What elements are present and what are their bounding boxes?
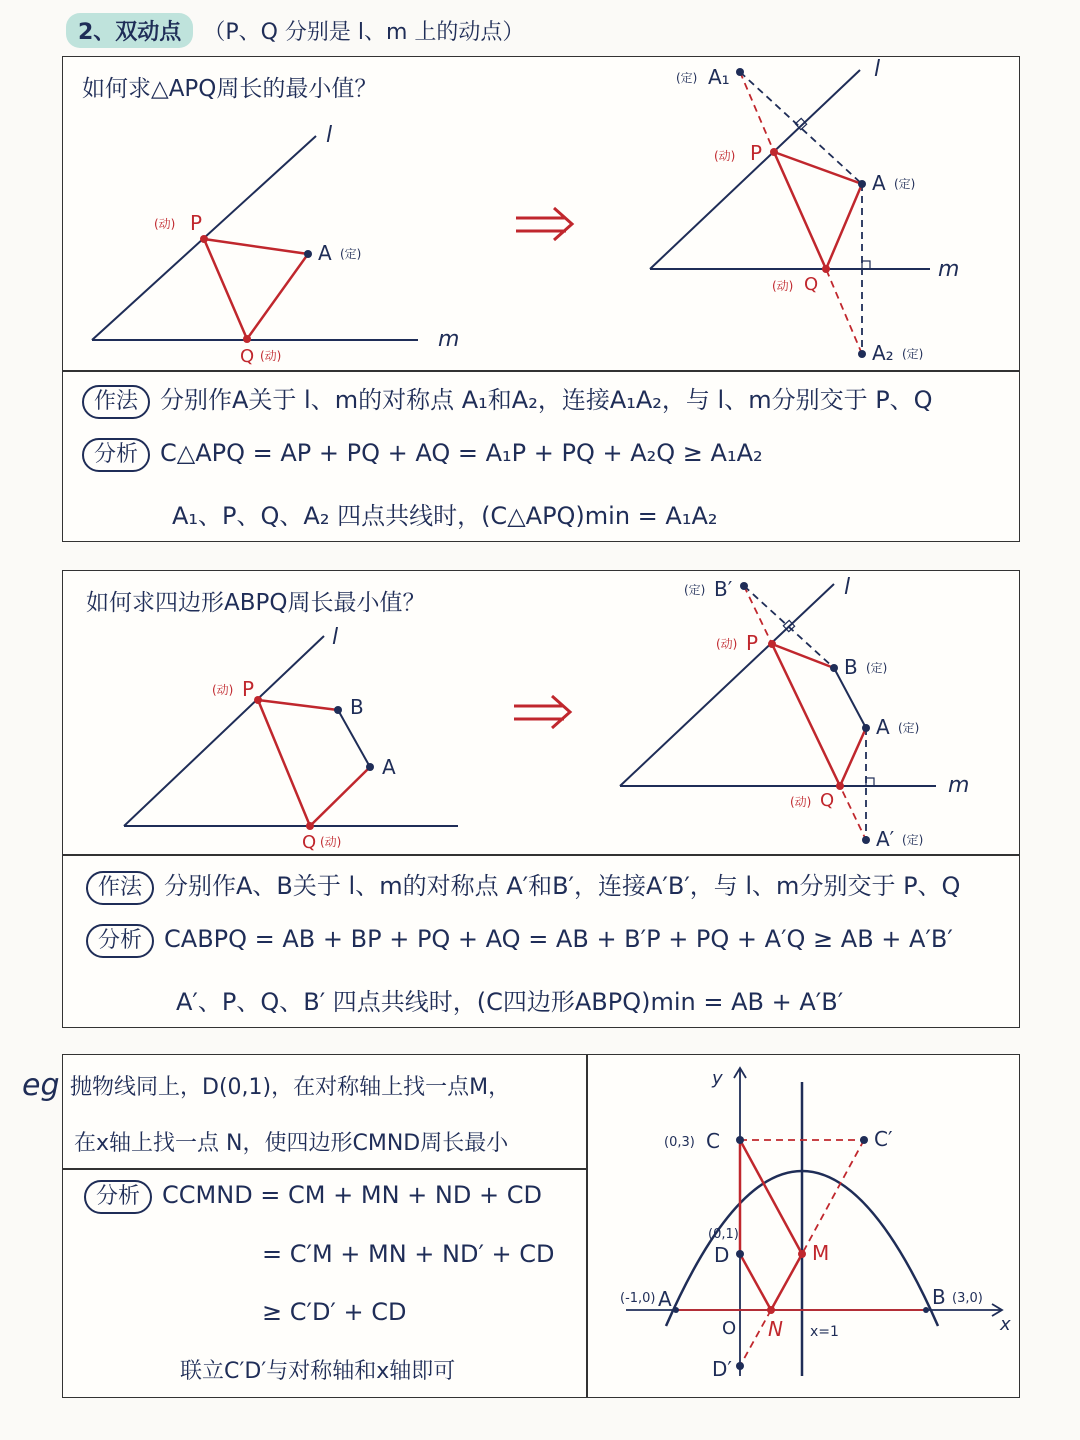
label-q-right: Q bbox=[804, 274, 819, 295]
analysis-formula-2: CABPQ = AB + BP + PQ + AQ = AB + B′P + PQ + A′Q ≥ AB + A′B′ bbox=[164, 925, 953, 953]
label-a: A bbox=[318, 241, 332, 265]
point-p-right bbox=[770, 148, 778, 156]
label-a-right-tag: (定) bbox=[894, 177, 916, 191]
example-formula-1: CCMND = CM + MN + ND + CD bbox=[162, 1181, 542, 1209]
section1-divider bbox=[62, 370, 1020, 372]
label-a-tag: (定) bbox=[340, 247, 362, 261]
example-question-line1: 抛物线同上，D(0,1)，在对称轴上找一点M， bbox=[70, 1075, 511, 1100]
label-y: y bbox=[712, 1068, 723, 1089]
label-q-2-right: Q bbox=[820, 790, 835, 811]
point-a-2-right bbox=[862, 724, 870, 732]
label-p: P bbox=[190, 211, 203, 235]
point-b-2 bbox=[334, 706, 342, 714]
section1-method-line bbox=[82, 380, 933, 419]
right-angle-mark-4 bbox=[866, 778, 874, 786]
label-l-2: l bbox=[332, 625, 339, 650]
label-p-2-tag: (动) bbox=[212, 683, 234, 697]
path-pq bbox=[258, 700, 310, 826]
section1-conclusion: A₁、P、Q、A₂ 四点共线时，(C△APQ)min = A₁A₂ bbox=[172, 502, 718, 530]
point-q-2 bbox=[306, 822, 314, 830]
point-b-eg bbox=[923, 1307, 929, 1313]
label-symmetry: x=1 bbox=[810, 1324, 839, 1340]
implies-arrow-icon bbox=[516, 208, 572, 240]
section2-conclusion: A′、P、Q、B′ 四点共线时，(C四边形ABPQ)min = AB + A′B′ bbox=[176, 988, 844, 1016]
label-q-2-tag: (动) bbox=[320, 835, 342, 849]
section-number: 2、双动点 bbox=[66, 13, 193, 48]
method-text: 分别作A关于 l、m的对称点 A₁和A₂，连接A₁A₂，与 l、m分别交于 P、Q bbox=[160, 386, 933, 414]
label-p-2-right: P bbox=[746, 631, 759, 655]
label-m-2-right: m bbox=[948, 773, 970, 798]
label-b-2: B bbox=[350, 695, 364, 719]
label-n-eg: N bbox=[768, 1317, 783, 1341]
line-l-2 bbox=[124, 636, 324, 826]
label-l-2-right: l bbox=[844, 575, 851, 600]
label-c: C bbox=[706, 1129, 720, 1153]
point-p bbox=[200, 235, 208, 243]
point-a bbox=[304, 250, 312, 258]
section1-figure bbox=[62, 56, 1018, 370]
implies-arrow-icon-2 bbox=[514, 696, 570, 728]
label-q-tag: (动) bbox=[260, 349, 282, 363]
section-header bbox=[66, 12, 524, 48]
label-a1-tag: (定) bbox=[676, 71, 698, 85]
section2-question: 如何求四边形ABPQ周长最小值？ bbox=[86, 590, 426, 616]
label-b1-tag: (定) bbox=[684, 583, 706, 597]
path-qa-right bbox=[840, 728, 866, 786]
line-l-2-right bbox=[620, 584, 834, 786]
label-a-right: A bbox=[872, 171, 886, 195]
label-p-tag: (动) bbox=[154, 217, 176, 231]
label-o: O bbox=[722, 1318, 737, 1339]
label-p-right: P bbox=[750, 141, 763, 165]
label-l: l bbox=[326, 123, 333, 148]
example-question-line2: 在x轴上找一点 N，使四边形CMND周长最小 bbox=[74, 1131, 509, 1156]
section1-question: 如何求△APQ周长的最小值？ bbox=[82, 76, 378, 102]
label-x: x bbox=[1000, 1314, 1011, 1335]
point-m bbox=[798, 1250, 806, 1258]
label-a-2-right-tag: (定) bbox=[898, 721, 920, 735]
point-d bbox=[736, 1250, 744, 1258]
segment-nd1 bbox=[740, 1310, 771, 1366]
analysis-formula: C△APQ = AP + PQ + AQ = A₁P + PQ + A₂Q ≥ A₁A₂ bbox=[160, 439, 763, 467]
label-p-2: P bbox=[242, 677, 255, 701]
point-b-2-right bbox=[830, 664, 838, 672]
label-q-right-tag: (动) bbox=[772, 279, 794, 293]
section2-divider bbox=[62, 854, 1020, 856]
line-l-right bbox=[650, 70, 860, 269]
example-horizontal-divider bbox=[62, 1168, 588, 1170]
section1-analysis-line bbox=[82, 438, 763, 472]
point-n bbox=[767, 1306, 775, 1314]
label-p-2-right-tag: (动) bbox=[716, 637, 738, 651]
section2-analysis-line bbox=[86, 924, 953, 958]
method-text-2: 分别作A、B关于 l、m的对称点 A′和B′，连接A′B′，与 l、m分别交于 P、Q bbox=[164, 872, 961, 900]
segment-mn bbox=[771, 1254, 802, 1310]
label-b1: B′ bbox=[714, 577, 733, 601]
point-c bbox=[736, 1136, 744, 1144]
label-l-right: l bbox=[874, 57, 881, 82]
point-p-2 bbox=[254, 696, 262, 704]
segment-c1m bbox=[802, 1140, 864, 1254]
analysis-tag: 分析 bbox=[82, 438, 150, 472]
method-tag: 作法 bbox=[82, 385, 150, 419]
label-q-2: Q bbox=[302, 832, 317, 853]
label-a-2: A bbox=[382, 755, 396, 779]
label-b-eg: B bbox=[932, 1285, 946, 1309]
label-q-2-right-tag: (动) bbox=[790, 795, 812, 809]
triangle-apq-right bbox=[774, 152, 862, 269]
label-d: D bbox=[714, 1243, 730, 1267]
label-a2-tag: (定) bbox=[902, 347, 924, 361]
label-p-right-tag: (动) bbox=[714, 149, 736, 163]
label-a-coord: (-1,0) bbox=[620, 1291, 656, 1306]
example-graph bbox=[588, 1056, 1016, 1394]
point-a1-2 bbox=[862, 836, 870, 844]
point-a-right bbox=[858, 180, 866, 188]
example-analysis-line1 bbox=[84, 1180, 542, 1214]
point-q-2-right bbox=[836, 782, 844, 790]
example-analysis-line3: ≥ C′D′ + CD bbox=[262, 1298, 407, 1326]
label-a1-2: A′ bbox=[876, 827, 895, 851]
point-a-2 bbox=[366, 763, 374, 771]
path-qa bbox=[310, 767, 370, 826]
example-analysis-line4: 联立C′D′与对称轴和x轴即可 bbox=[180, 1359, 456, 1384]
label-m-right: m bbox=[938, 257, 960, 282]
point-q-right bbox=[822, 265, 830, 273]
example-label: eg bbox=[22, 1068, 60, 1103]
analysis-tag-3: 分析 bbox=[84, 1180, 152, 1214]
label-m-eg: M bbox=[812, 1241, 830, 1265]
label-a1-2-tag: (定) bbox=[902, 833, 924, 847]
label-a-2-right: A bbox=[876, 715, 890, 739]
label-a-eg: A bbox=[658, 1287, 672, 1311]
label-a2: A₂ bbox=[872, 341, 894, 365]
example-analysis-line2: = C′M + MN + ND′ + CD bbox=[262, 1240, 555, 1268]
point-a1 bbox=[736, 68, 744, 76]
label-b-coord: (3,0) bbox=[952, 1291, 983, 1306]
label-c-coord: (0,3) bbox=[664, 1135, 695, 1150]
label-b-2-right-tag: (定) bbox=[866, 661, 888, 675]
segment-cm bbox=[740, 1140, 802, 1254]
point-p-2-right bbox=[768, 640, 776, 648]
point-b1 bbox=[740, 582, 748, 590]
point-c1 bbox=[860, 1136, 868, 1144]
section-subtitle: （P、Q 分别是 l、m 上的动点） bbox=[203, 19, 525, 45]
segment-nd bbox=[740, 1254, 771, 1310]
point-q bbox=[243, 335, 251, 343]
point-d1 bbox=[736, 1362, 744, 1370]
point-a-eg bbox=[673, 1307, 679, 1313]
label-b-2-right: B bbox=[844, 655, 858, 679]
label-q: Q bbox=[240, 346, 255, 367]
label-c1: C′ bbox=[874, 1127, 893, 1151]
path-pb bbox=[258, 700, 338, 710]
section2-method-line bbox=[86, 866, 960, 905]
triangle-apq bbox=[204, 239, 308, 339]
analysis-tag-2: 分析 bbox=[86, 924, 154, 958]
section2-figure bbox=[62, 570, 1018, 854]
point-a2 bbox=[858, 350, 866, 358]
label-m: m bbox=[438, 327, 460, 352]
label-d-coord: (0,1) bbox=[708, 1227, 739, 1242]
right-angle-mark-2 bbox=[862, 261, 870, 269]
method-tag-2: 作法 bbox=[86, 871, 154, 905]
label-a1: A₁ bbox=[708, 65, 730, 89]
label-d1: D′ bbox=[712, 1357, 732, 1381]
